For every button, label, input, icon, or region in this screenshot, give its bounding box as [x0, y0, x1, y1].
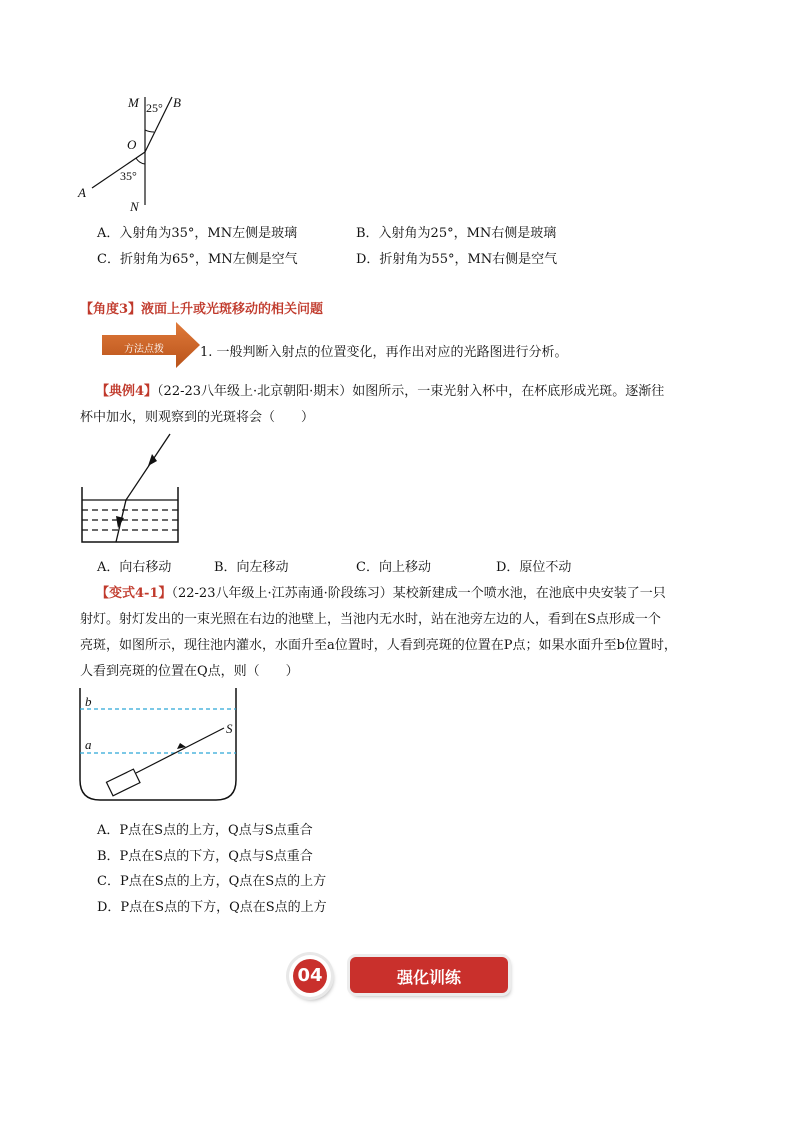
q3-option-c[interactable]: C．折射角为65°，MN左侧是空气	[97, 252, 298, 267]
label-A: A	[78, 185, 86, 200]
ex4-option-d[interactable]: D．原位不动	[496, 560, 572, 575]
example4-text-line2: 杯中加水，则观察到的光斑将会（ ）	[80, 410, 315, 425]
spotlight	[106, 769, 140, 796]
label-M: M	[128, 95, 139, 110]
variant41-stem	[80, 581, 720, 685]
ray-AO	[92, 152, 145, 188]
v41-option-d[interactable]: D．P点在S点的下方，Q点在S点的上方	[97, 900, 327, 915]
label-N: N	[130, 199, 139, 214]
label-S: S	[226, 721, 233, 736]
ex4-option-c[interactable]: C．向上移动	[356, 560, 431, 575]
q3-option-a[interactable]: A．入射角为35°，MN左侧是玻璃	[97, 226, 298, 241]
variant41-text-line3: 亮斑，如图所示，现往池内灌水，水面升至a位置时，人看到亮斑的位置在P点；如果水面升至b位置时，	[80, 638, 677, 653]
v41-option-a[interactable]: A．P点在S点的上方，Q点与S点重合	[97, 823, 313, 838]
example4-label: 【典例4】	[96, 384, 158, 399]
cup-diagram	[78, 432, 188, 550]
section-title-banner	[350, 957, 508, 993]
variant41-text-line1: （22-23八年级上·江苏南通·阶段练习）某校新建成一个喷水池，在池底中央安装了一只	[171, 586, 666, 601]
ex4-option-a[interactable]: A．向右移动	[97, 560, 172, 575]
variant41-text-line4: 人看到亮斑的位置在Q点，则（ ）	[80, 664, 299, 679]
ex4-option-b[interactable]: B．向左移动	[214, 560, 289, 575]
refraction-diagram	[70, 92, 210, 217]
v41-option-b[interactable]: B．P点在S点的下方，Q点与S点重合	[97, 849, 313, 864]
label-a: a	[85, 737, 92, 752]
angle-arc-top	[145, 130, 154, 132]
variant41-text-line2: 射灯。射灯发出的一束光照在右边的池壁上，当池内无水时，站在池旁左边的人，看到在S点形成一个	[80, 612, 661, 627]
section-title: 强化训练	[396, 968, 461, 987]
angle-arc-bottom	[136, 158, 145, 164]
example4-stem	[80, 379, 720, 431]
angle-35-label: 35°	[120, 169, 137, 183]
example4-text-line1: （22-23八年级上·北京朝阳·期末）如图所示，一束光射入杯中，在杯底形成光斑。逐渐往	[157, 384, 665, 399]
section-number: 04	[297, 965, 323, 986]
light-beam	[136, 728, 224, 773]
label-O: O	[127, 137, 137, 152]
method-tag-label: 方法点拨	[124, 344, 164, 355]
variant41-label: 【变式4-1】	[96, 586, 172, 601]
label-b: b	[85, 694, 92, 709]
section-heading: 【角度3】液面上升或光斑移动的相关问题	[80, 302, 324, 317]
v41-option-c[interactable]: C．P点在S点的上方，Q点在S点的上方	[97, 874, 327, 889]
section-number-badge	[289, 955, 331, 997]
pool-diagram	[74, 684, 244, 804]
method-text: 1. 一般判断入射点的位置变化，再作出对应的光路图进行分析。	[200, 345, 568, 360]
angle-25-label: 25°	[146, 101, 163, 115]
q3-option-b[interactable]: B．入射角为25°，MN右侧是玻璃	[356, 226, 557, 241]
cup-outline	[82, 487, 178, 542]
label-B: B	[173, 95, 181, 110]
pool-outline	[80, 688, 236, 800]
incident-ray	[126, 434, 170, 500]
q3-option-d[interactable]: D．折射角为55°，MN右侧是空气	[356, 252, 558, 267]
